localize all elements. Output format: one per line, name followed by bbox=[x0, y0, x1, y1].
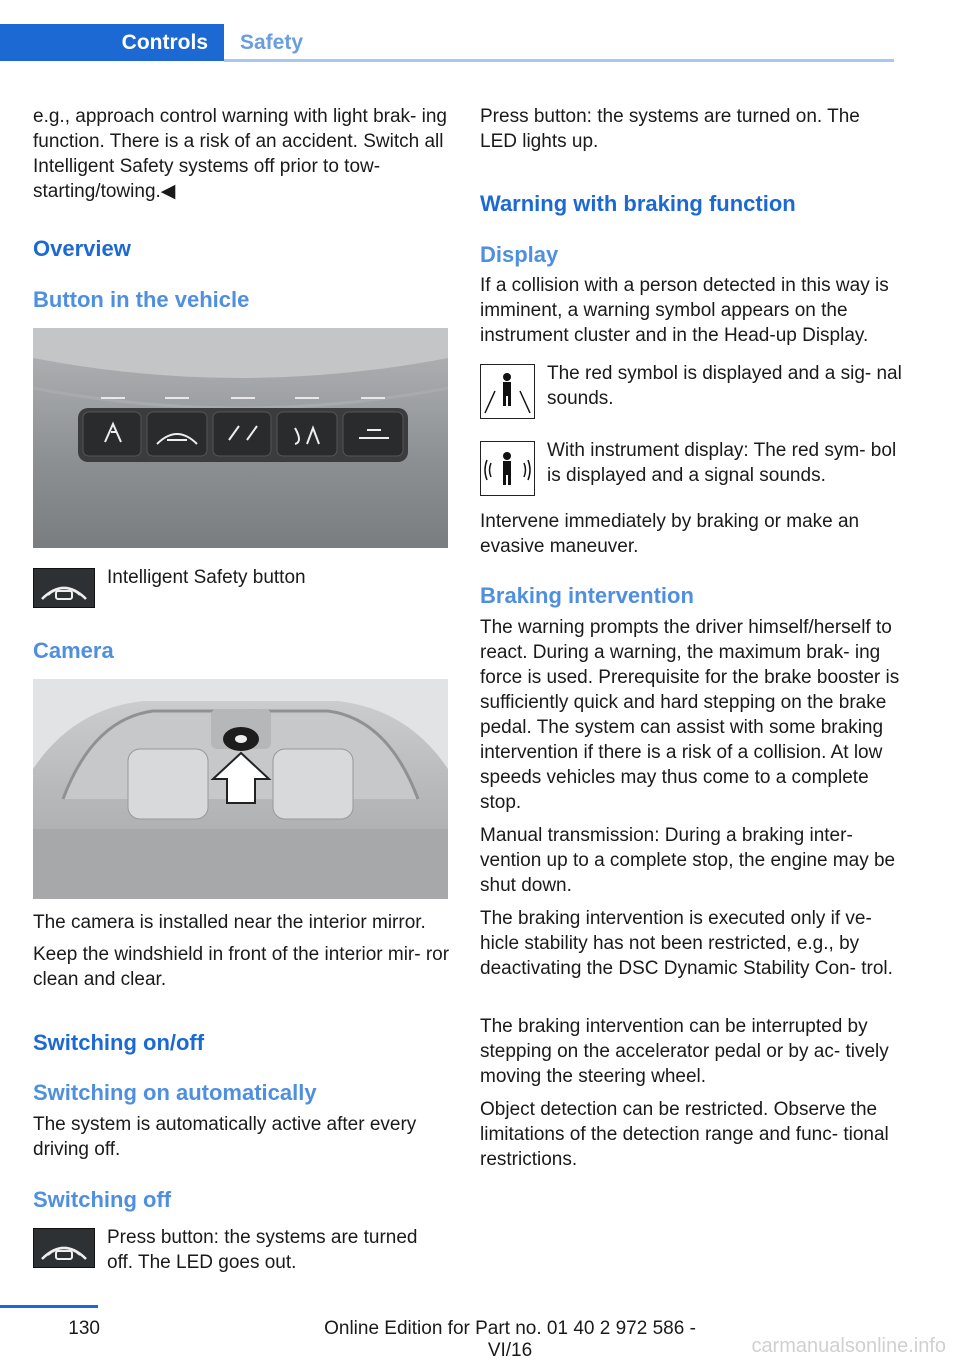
camera-text-2: Keep the windshield in front of the interior mir‐ ror clean and clear. bbox=[33, 944, 450, 990]
braking-text-2: Manual transmission: During a braking inter‐ vention up to a complete stop, the engine may be shut down. bbox=[480, 825, 896, 896]
camera-text-1: The camera is installed near the interior mirror. bbox=[33, 912, 426, 933]
braking-heading: Braking intervention bbox=[480, 583, 694, 608]
header-chapter-tab[interactable]: Controls bbox=[0, 24, 224, 61]
page-number: 130 bbox=[68, 1318, 100, 1339]
header-rule bbox=[224, 59, 894, 62]
button-panel-illustration bbox=[33, 328, 448, 548]
off-text: Press button: the systems are turned off. The LED goes out. bbox=[107, 1227, 418, 1273]
button-caption: Intelligent Safety button bbox=[107, 567, 306, 588]
off-button-icon bbox=[33, 1228, 95, 1268]
footer-rule bbox=[0, 1305, 98, 1308]
button-panel-photo bbox=[33, 328, 448, 548]
left-intro bbox=[33, 104, 453, 204]
off-heading: Switching off bbox=[33, 1187, 172, 1212]
overview-heading: Overview bbox=[33, 236, 131, 261]
camera-heading: Camera bbox=[33, 638, 114, 663]
auto-text: The system is automatically active after every driving off. bbox=[33, 1114, 417, 1160]
camera-illustration bbox=[33, 679, 448, 899]
intro-text: e.g., approach control warning with light brak‐ ing function. There is a risk of an accident. Switch all Intelligent Safety systems off prior to tow-starting/towing.◀ bbox=[33, 106, 448, 202]
header-section-tab[interactable]: Safety bbox=[240, 31, 304, 54]
symbol1-text: The red symbol is displayed and a sig‐ nal sounds. bbox=[547, 363, 902, 409]
braking-text-3: The braking intervention is executed only if ve‐ hicle stability has not been restricted, e.g., by deactivating the DSC Dynamic Stability Con‐ trol. bbox=[480, 908, 893, 979]
camera-photo bbox=[33, 679, 448, 899]
button-heading: Button in the vehicle bbox=[33, 287, 250, 312]
pedestrian-warning-icon bbox=[480, 364, 535, 419]
intelligent-safety-button-icon bbox=[33, 568, 95, 608]
on-text: Press button: the systems are turned on. The LED lights up. bbox=[480, 106, 860, 152]
pedestrian-display-icon bbox=[480, 441, 535, 496]
edition-note: Online Edition for Part no. 01 40 2 972 586 - VI/16 bbox=[324, 1318, 696, 1361]
intervene-text: Intervene immediately by braking or make an evasive maneuver. bbox=[480, 511, 860, 557]
braking-text-4: The braking intervention can be interrupted by stepping on the accelerator pedal or by ac‐ tively moving the steering wheel. bbox=[480, 1016, 889, 1087]
auto-heading: Switching on automatically bbox=[33, 1080, 317, 1105]
display-heading: Display bbox=[480, 242, 559, 267]
braking-text-5: Object detection can be restricted. Observe the limitations of the detection range and func‐ tional restrictions. bbox=[480, 1099, 889, 1170]
symbol2-text: With instrument display: The red sym‐ bol is displayed and a signal sounds. bbox=[547, 440, 897, 486]
display-text: If a collision with a person detected in this way is imminent, a warning symbol appears on the instrument cluster and in the Head-up Display. bbox=[480, 275, 889, 346]
switching-heading: Switching on/off bbox=[33, 1030, 205, 1055]
braking-text-1: The warning prompts the driver himself/herself to react. During a warning, the maximum brak‐ ing force is used. Prerequisite for the brake booster is sufficiently quick and hard stepping on the brake pedal. The system can assist with some braking intervention if there is a risk of a collision. At low speeds vehicles may thus come to a complete stop. bbox=[480, 617, 900, 813]
warning-heading: Warning with braking function bbox=[480, 191, 796, 216]
watermark: carmanualsonline.info bbox=[751, 1335, 946, 1357]
